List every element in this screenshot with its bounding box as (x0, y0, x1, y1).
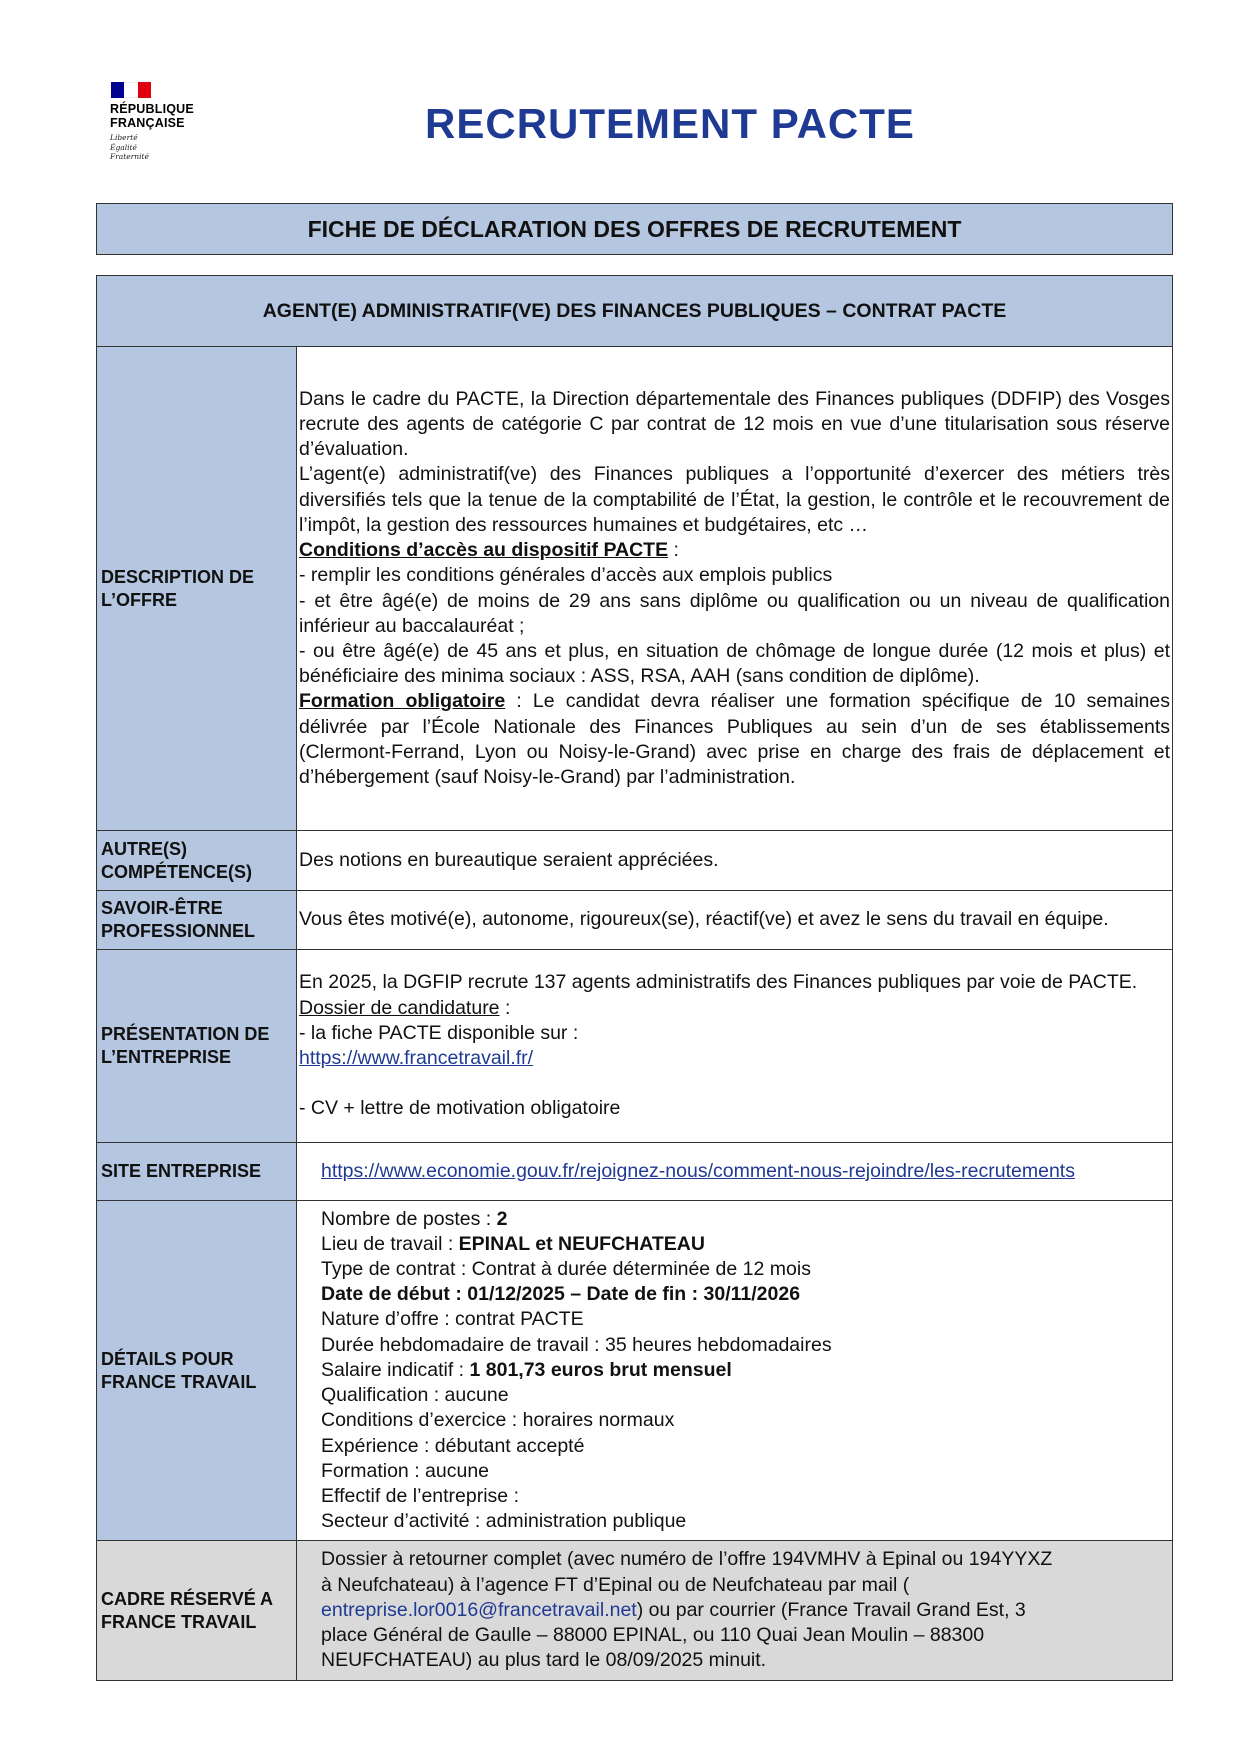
motto-egalite: Égalité (110, 142, 137, 152)
cv-line: - CV + lettre de motivation obligatoire (299, 1097, 621, 1120)
motto-liberte: Liberté (110, 133, 138, 142)
competences-row (97, 831, 1173, 891)
cadre-line-2: à Neufchateau) à l’agence FT d’Epinal ou de Neufchateau par mail ( (321, 1573, 910, 1596)
details-salaire: Salaire indicatif : 1 801,73 euros brut mensuel (321, 1358, 732, 1381)
details-cell (297, 1201, 1173, 1541)
form-subtitle: FICHE DE DÉCLARATION DES OFFRES DE RECRUTEMENT (96, 203, 1173, 255)
logo-line-1: RÉPUBLIQUE (110, 102, 194, 116)
details-label: DÉTAILS POUR FRANCE TRAVAIL (97, 1201, 297, 1541)
cadre-line-1: Dossier à retourner complet (avec numéro de l’offre 194VMHV à Epinal ou 194YYXZ (321, 1548, 1053, 1571)
details-qualification: Qualification : aucune (321, 1384, 509, 1407)
francetravail-link[interactable]: https://www.francetravail.fr/ (299, 1047, 534, 1069)
dossier-heading (299, 996, 1170, 1021)
presentation-cell (297, 950, 1173, 1143)
dossier-colon: : (499, 996, 511, 1019)
description-row (97, 347, 1173, 831)
site-row (97, 1143, 1173, 1201)
cadre-row (97, 1541, 1173, 1681)
conditions-heading (299, 538, 1170, 563)
description-role: L’agent(e) administratif(ve) des Finances publiques a l’opportunité d’exercer des métiers très diversifiés tels que la tenue de la comptabilité de l’État, la gestion, le contrôle et le recouvrement de l’impôt, la gestion des ressources humaines et budgétaires, etc … (299, 463, 1170, 536)
description-label: DESCRIPTION DE L’OFFRE (97, 347, 297, 831)
savoir-etre-label: SAVOIR-ÊTRE PROFESSIONNEL (97, 891, 297, 950)
conditions-colon: : (668, 539, 679, 562)
page-title: RECRUTEMENT PACTE (425, 100, 915, 147)
offer-table (96, 275, 1173, 1681)
cadre-line-4: place Général de Gaulle – 88000 EPINAL, ou 110 Quai Jean Moulin – 88300 (321, 1624, 985, 1647)
competences-label: AUTRE(S) COMPÉTENCE(S) (97, 831, 297, 891)
condition-3: - ou être âgé(e) de 45 ans et plus, en situation de chômage de longue durée (12 mois et plus) et bénéficiaire des minima sociaux : ASS, RSA, AAH (sans condition de diplôme). (299, 639, 1170, 688)
presentation-row (97, 950, 1173, 1143)
condition-2: - et être âgé(e) de moins de 29 ans sans diplôme ou qualification ou un niveau de qualification inférieur au baccalauréat ; (299, 589, 1170, 637)
dossier-title: Dossier de candidature (299, 996, 500, 1019)
formation-title: Formation obligatoire (299, 690, 506, 713)
presentation-text: En 2025, la DGFIP recrute 137 agents administratifs des Finances publiques par voie de PACTE. (299, 971, 1138, 994)
table-header: AGENT(E) ADMINISTRATIF(VE) DES FINANCES PUBLIQUES – CONTRAT PACTE (97, 276, 1173, 347)
details-duree: Durée hebdomadaire de travail : 35 heures hebdomadaires (321, 1333, 832, 1356)
formation-paragraph (299, 689, 1170, 790)
savoir-etre-text: Vous êtes motivé(e), autonome, rigoureux(se), réactif(ve) et avez le sens du travail en équipe. (297, 891, 1173, 950)
details-nature: Nature d’offre : contrat PACTE (321, 1308, 584, 1331)
cadre-line-5: NEUFCHATEAU) au plus tard le 08/09/2025 minuit. (321, 1649, 767, 1672)
details-dates: Date de début : 01/12/2025 – Date de fin : 30/11/2026 (321, 1283, 801, 1306)
fiche-line: - la fiche PACTE disponible sur : (299, 1021, 579, 1044)
email-link[interactable]: entreprise.lor0016@francetravail.net (321, 1598, 637, 1621)
presentation-label: PRÉSENTATION DE L’ENTREPRISE (97, 950, 297, 1143)
table-header-row (97, 276, 1173, 347)
site-cell (297, 1143, 1173, 1201)
details-experience: Expérience : débutant accepté (321, 1434, 585, 1457)
cadre-line-3: entreprise.lor0016@francetravail.net) ou par courrier (France Travail Grand Est, 3 (321, 1598, 1026, 1621)
details-contrat: Type de contrat : Contrat à durée déterminée de 12 mois (321, 1258, 811, 1281)
formation-text: : Le candidat devra réaliser une formation spécifique de 10 semaines délivrée par l’École Nationale des Finances Publiques au sein d’un de ses établissements (Clermont-Ferrand, Lyon ou Noisy-le-Grand) avec prise en charge des frais de déplacement et d’hébergement (sauf Noisy-le-Grand) par l’administration. (299, 690, 1170, 788)
cadre-label: CADRE RÉSERVÉ A FRANCE TRAVAIL (97, 1541, 297, 1681)
cadre-cell (297, 1541, 1173, 1681)
details-effectif: Effectif de l’entreprise : (321, 1484, 519, 1507)
details-postes: Nombre de postes : 2 (321, 1207, 508, 1230)
details-lieu: Lieu de travail : EPINAL et NEUFCHATEAU (321, 1232, 705, 1255)
motto-fraternite: Fraternité (110, 152, 149, 161)
description-cell (297, 347, 1173, 831)
logo-line-2: FRANÇAISE (110, 116, 185, 130)
french-flag-icon (111, 82, 151, 98)
conditions-title: Conditions d’accès au dispositif PACTE (299, 539, 669, 562)
condition-1: - remplir les conditions générales d’accès aux emplois publics (299, 564, 833, 587)
details-formation: Formation : aucune (321, 1459, 490, 1482)
details-secteur: Secteur d’activité : administration publique (321, 1510, 687, 1533)
site-entreprise-link[interactable]: https://www.economie.gouv.fr/rejoignez-nous/comment-nous-rejoindre/les-recrutements (321, 1159, 1075, 1182)
republique-francaise-logo (110, 82, 230, 162)
description-intro: Dans le cadre du PACTE, la Direction départementale des Finances publiques (DDFIP) des Vosges recrute des agents de catégorie C par contrat de 12 mois en vue d’une titularisation sous réserve d’évaluation. (299, 387, 1170, 461)
savoir-etre-row (97, 891, 1173, 950)
details-conditions: Conditions d’exercice : horaires normaux (321, 1409, 675, 1432)
site-label: SITE ENTREPRISE (97, 1143, 297, 1201)
details-row (97, 1201, 1173, 1541)
competences-text: Des notions en bureautique seraient appréciées. (297, 831, 1173, 891)
